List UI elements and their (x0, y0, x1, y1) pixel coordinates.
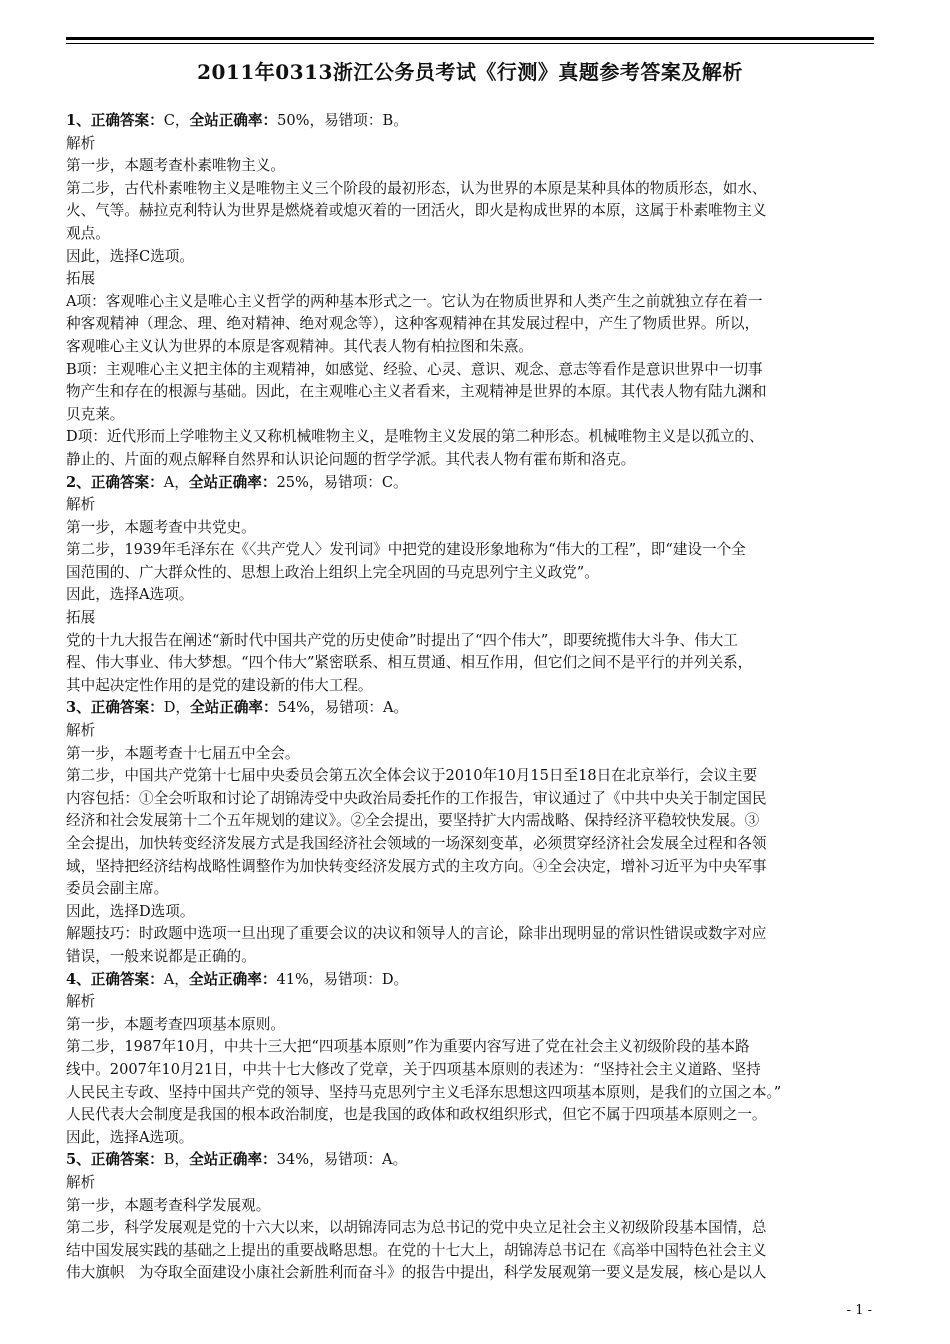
text-line: 第二步，科学发展观是党的十六大以来，以胡锦涛同志为总书记的党中央立足社会主义初级阶段基本国情，总 (66, 1219, 767, 1237)
correct-rate: 41%，易错项：D。 (276, 970, 409, 988)
text-line: 静止的、片面的观点解释自然界和认识论问题的哲学学派。其代表人物有霍布斯和洛克。 (66, 450, 636, 468)
text-line: 因此，选择A选项。 (66, 1128, 194, 1146)
header-rule-thin (66, 43, 874, 44)
text-line: 解题技巧：时政题中选项一旦出现了重要会议的决议和领导人的言论，除非出现明显的常识性错误或数字对应 (66, 925, 767, 943)
question-number: 2、 (66, 473, 91, 491)
text-line: 第一步，本题考查科学发展观。 (66, 1196, 271, 1214)
text-line: 第二步，古代朴素唯物主义是唯物主义三个阶段的最初形态，认为世界的本原是某种具体的物质形态，如水、 (66, 179, 767, 197)
text-line: 拓展 (66, 270, 96, 288)
correct-answer: D， (163, 699, 191, 717)
correct-answer: C， (163, 112, 190, 129)
text-line: 程、伟大事业、伟大梦想。“四个伟大”紧密联系、相互贯通、相互作用，但它们之间不是平行的并列关系， (66, 654, 753, 672)
correct-answer: A， (163, 473, 189, 491)
text-line: 全会提出，加快转变经济发展方式是我国经济社会领域的一场深刻变革，必须贯穿经济社会发展全过程和各领 (66, 835, 767, 852)
text-line: 第二步，中国共产党第十七届中央委员会第五次全体会议于2010年10月15日至18日在北京举行，会议主要 (66, 767, 758, 785)
text-line: 第二步，1939年毛泽东在《〈共产党人〉发刊词》中把党的建设形象地称为“伟大的工程”，即“建设一个全 (66, 541, 746, 559)
text-line: 国范围的、广大群众性的、思想上政治上组织上完全巩固的马克思列宁主义政党”。 (66, 563, 599, 581)
question-header (66, 969, 874, 992)
answer-label: 正确答案： (90, 112, 164, 129)
text-line: 人民民主专政、坚持中国共产党的领导、坚持马克思列宁主义毛泽东思想这四项基本原则，是我们的立国之本。” (66, 1083, 782, 1101)
text-line: 解析 (66, 993, 96, 1011)
text-line: 其中起决定性作用的是党的建设新的伟大工程。 (66, 676, 373, 694)
text-line: 结中国发展实践的基础之上提出的重要战略思想。在党的十七大上，胡锦涛总书记在《高举中国特色社会主义 (66, 1241, 767, 1259)
rate-label: 全站正确率： (189, 1151, 277, 1169)
text-line: 人民代表大会制度是我国的根本政治制度，也是我国的政体和政权组织形式，但它不属于四项基本原则之一。 (66, 1106, 767, 1124)
text-line: 因此，选择D选项。 (66, 902, 195, 920)
rate-label: 全站正确率： (190, 699, 278, 717)
correct-rate: 34%，易错项：A。 (276, 1151, 408, 1169)
text-line: 第二步，1987年10月，中共十三大把“四项基本原则”作为重要内容写进了党在社会主义初级阶段的基本路 (66, 1038, 750, 1056)
page-number: - 1 - (846, 1303, 872, 1318)
correct-rate: 54%，易错项：A。 (277, 699, 409, 717)
question-number: 3、 (66, 699, 91, 717)
question-header (66, 1149, 874, 1172)
text-line: 因此，选择C选项。 (66, 247, 194, 265)
answer-label: 正确答案： (90, 1151, 164, 1169)
rate-label: 全站正确率： (188, 473, 277, 491)
question-number: 4、 (66, 970, 91, 988)
text-line: 种客观精神（理念、理、绝对精神、绝对观念等），这种客观精神在其发展过程中，产生了物质世界。所以， (66, 315, 760, 333)
text-line: 火、气等。赫拉克利特认为世界是燃烧着或熄灭着的一团活火，即火是构成世界的本原，这属于朴素唯物主义 (66, 202, 767, 220)
correct-rate: 50%，易错项：B。 (277, 112, 408, 129)
text-line: 经济和社会发展第十二个五年规划的建议》。②全会提出，要坚持扩大内需战略、保持经济平稳较快发展。③ (66, 812, 760, 830)
question-number: 5、 (66, 1151, 91, 1169)
question-header (66, 110, 874, 133)
text-line: 委员会副主席。 (66, 880, 169, 898)
text-line: 解析 (66, 1173, 96, 1191)
text-line: 党的十九大报告在阐述“新时代中国共产党的历史使命”时提出了“四个伟大”，即要统揽伟大斗争、伟大工 (66, 631, 738, 649)
rate-label: 全站正确率： (188, 970, 277, 988)
answer-label: 正确答案： (90, 473, 164, 491)
text-line: 观点。 (66, 224, 110, 242)
question-block (66, 969, 874, 1150)
text-line: 物产生和存在的根源与基础。因此，在主观唯心主义者看来，主观精神是世界的本原。其代表人物有陆九渊和 (66, 383, 767, 401)
text-line: 内容包括：①全会听取和讨论了胡锦涛受中央政治局委托作的工作报告，审议通过了《中共中央关于制定国民 (66, 789, 767, 807)
answer-label: 正确答案： (90, 699, 164, 717)
question-number: 1、 (66, 112, 91, 129)
question-block (66, 697, 874, 968)
text-line: 线中。2007年10月21日，中共十七大修改了党章，关于四项基本原则的表述为：“坚持社会主义道路、坚持 (66, 1060, 761, 1078)
text-line: B项：主观唯心主义把主体的主观精神，如感觉、经验、心灵、意识、观念、意志等看作是意识世界中一切事 (66, 360, 763, 378)
text-line: 第一步，本题考查十七届五中全会。 (66, 744, 300, 762)
text-line: 解析 (66, 496, 96, 514)
text-line: 伟大旗帜 为夺取全面建设小康社会新胜利而奋斗》的报告中提出，科学发展观第一要义是发展，核心是以人 (66, 1264, 767, 1282)
page-title: 2011年0313浙江公务员考试《行测》真题参考答案及解析 (197, 60, 743, 84)
answer-label: 正确答案： (90, 970, 164, 988)
text-line: 第一步，本题考查朴素唯物主义。 (66, 157, 285, 175)
question-header (66, 472, 874, 495)
text-line: A项：客观唯心主义是唯心主义哲学的两种基本形式之一。它认为在物质世界和人类产生之前就独立存在着一 (66, 292, 763, 310)
text-line: 解析 (66, 722, 96, 740)
correct-rate: 25%，易错项：C。 (276, 473, 408, 491)
header-rule-thick (66, 37, 874, 40)
text-line: 错误，一般来说都是正确的。 (66, 947, 256, 965)
question-block (66, 472, 874, 698)
text-line: D项：近代形而上学唯物主义又称机械唯物主义，是唯物主义发展的第二种形态。机械唯物主义是以孤立的、 (66, 428, 764, 446)
text-line: 客观唯心主义认为世界的本原是客观精神。其代表人物有柏拉图和朱熹。 (66, 337, 534, 355)
question-block (66, 110, 874, 472)
text-line: 解析 (66, 134, 96, 152)
answers-body (66, 110, 874, 1285)
text-line: 因此，选择A选项。 (66, 586, 194, 604)
text-line: 拓展 (66, 609, 96, 627)
question-block (66, 1149, 874, 1285)
correct-answer: B， (163, 1151, 190, 1169)
text-line: 域，坚持把经济结构战略性调整作为加快转变经济发展方式的主攻方向。④全会决定，增补习近平为中央军事 (66, 857, 767, 875)
text-line: 第一步，本题考查中共党史。 (66, 518, 256, 536)
question-header (66, 697, 874, 720)
rate-label: 全站正确率： (189, 112, 278, 129)
correct-answer: A， (163, 970, 189, 988)
text-line: 第一步，本题考查四项基本原则。 (66, 1015, 285, 1033)
text-line: 贝克莱。 (66, 405, 125, 423)
